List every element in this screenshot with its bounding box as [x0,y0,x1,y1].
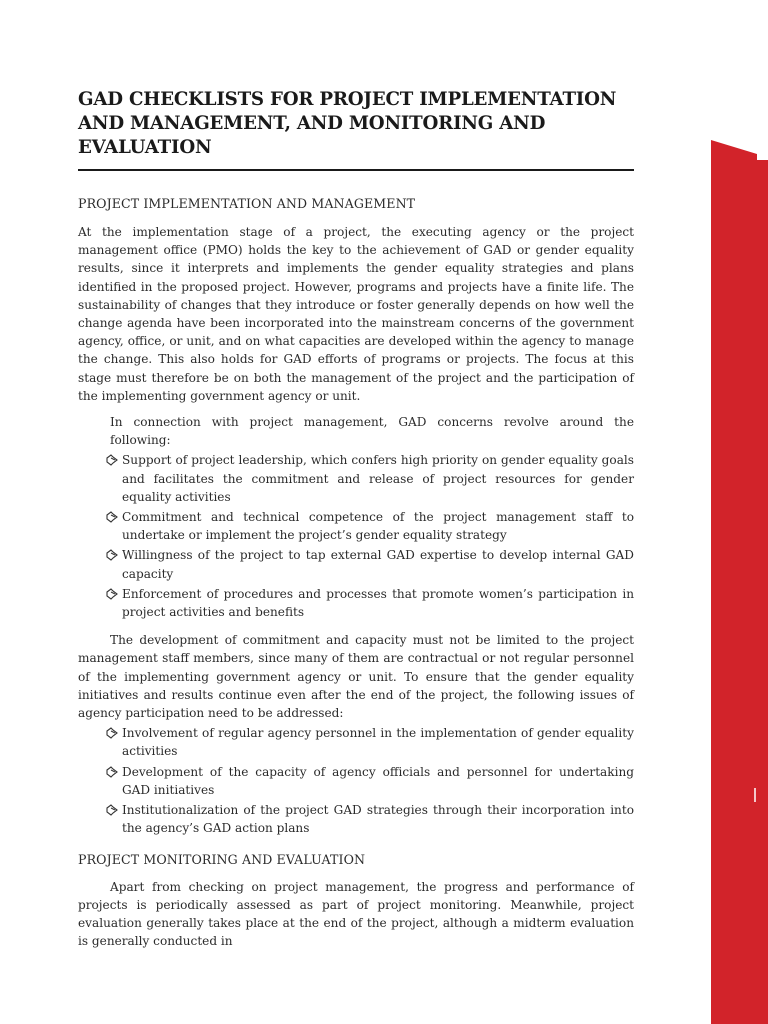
list-item-text: Willingness of the project to tap external GAD expertise to develop internal GAD capacity [122,548,634,581]
document-title: GAD CHECKLISTS FOR PROJECT IMPLEMENTATION AND MANAGEMENT, AND MONITORING AND EVALUATION [78,89,617,158]
capacity-paragraph: The development of commitment and capacity must not be limited to the project management staff members, since many of them are contractual or not regular personnel of the implementing government agency or unit. To ensure that the gender equality initiatives and results continue even after the end of the project, the following issues of agency participation need to be addressed: [78,633,634,721]
management-concerns-list [78,451,634,621]
pointing-hand-icon [106,766,118,778]
monitoring-paragraph: Apart from checking on project management, the progress and performance of projects is periodically assessed as part of project monitoring. Meanwhile, project evaluation generally takes place at the end of the project, although a midterm evaluation is generally conducted in [78,879,634,949]
pointing-hand-icon [106,549,118,561]
list-item [78,546,634,582]
pointing-hand-icon [106,454,118,466]
list-item-text: Involvement of regular agency personnel in the implementation of gender equality activities [122,726,634,759]
section-heading-implementation: PROJECT IMPLEMENTATION AND MANAGEMENT [78,196,416,211]
list-item-text: Support of project leadership, which confers high priority on gender equality goals and facilitates the commitment and release of project resources for gender equality activities [122,453,634,504]
list-item-text: Development of the capacity of agency officials and personnel for undertaking GAD initiatives [122,764,634,797]
list-item [78,451,634,506]
agency-participation-list [78,724,634,837]
list-item [78,724,634,760]
list-item [78,801,634,837]
pointing-hand-icon [106,511,118,523]
title-underline [78,169,634,171]
pointing-hand-icon [106,727,118,739]
document-page [78,88,634,950]
list-item [78,763,634,799]
pointing-hand-icon [106,588,118,600]
implementation-paragraph: At the implementation stage of a project, the executing agency or the project management office (PMO) holds the key to the achievement of GAD or gender equality results, since it interprets and implements the gender equality strategies and plans identified in the proposed project. However, programs and projects have a finite life. The sustainability of changes that they introduce or foster generally depends on how well the change agenda have been incorporated into the mainstream concerns of the government agency, office, or unit, and on what capacities are developed within the agency to manage the change. This also holds for GAD efforts of programs or projects. The focus at this stage must therefore be on both the management of the project and the participation of the implementing government agency or unit. [78,225,634,403]
list-item-text: Institutionalization of the project GAD strategies through their incorporation into the agency’s GAD action plans [122,803,634,836]
red-side-tab [711,0,768,1024]
list-item-text: Enforcement of procedures and processes that promote women’s participation in project activities and benefits [122,586,634,620]
pointing-hand-icon [106,804,118,816]
list-item-text: Commitment and technical competence of the project management staff to undertake or implement the project’s gender equality strategy [122,510,634,543]
section-heading-monitoring: PROJECT MONITORING AND EVALUATION [78,851,366,867]
management-lead-in: In connection with project management, GAD concerns revolve around the following: [110,415,634,448]
list-item [78,585,634,621]
list-item [78,508,634,544]
